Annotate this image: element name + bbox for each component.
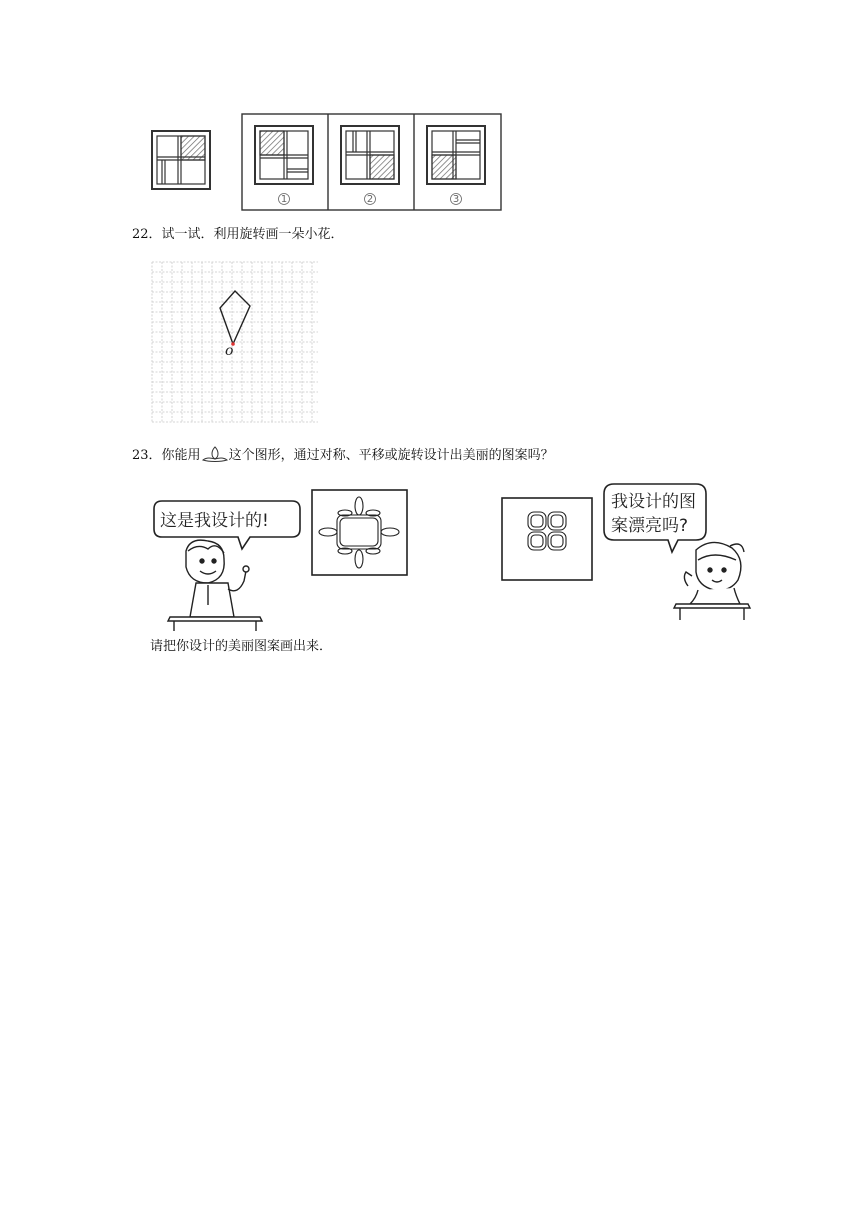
boy-design-panel [312, 490, 407, 575]
boy-cartoon [150, 485, 410, 633]
q23-number: 23． [132, 448, 162, 463]
boy-figure [168, 540, 262, 631]
q22-number: 22． [132, 227, 162, 242]
girl-speech-line1: 我设计的图 [611, 492, 696, 512]
q21-option-2[interactable] [341, 126, 399, 184]
q22-point-label: o [225, 343, 234, 359]
q21-option-3-label: 3 [452, 194, 460, 205]
q22-kite-petal [220, 291, 250, 344]
q22-question [132, 226, 344, 244]
q23-instruction: 请把你设计的美丽图案画出来． [150, 639, 333, 654]
girl-figure [674, 542, 750, 620]
girl-design-panel [502, 498, 592, 580]
petal-shape-icon [201, 445, 229, 463]
q23-text-after: 这个图形，通过对称、平移或旋转设计出美丽的图案吗？ [228, 448, 554, 463]
boy-speech-text: 这是我设计的! [160, 511, 269, 531]
q23-text-before: 你能用 [161, 448, 201, 463]
q21-original-figure [152, 131, 210, 189]
q21-option-3[interactable] [427, 126, 485, 184]
q22-grid [152, 262, 318, 422]
q21-figure [150, 112, 505, 212]
girl-speech-line2: 案漂亮吗? [611, 516, 689, 536]
q22-text: 试一试．利用旋转画一朵小花． [161, 227, 344, 242]
q21-option-1[interactable] [255, 126, 313, 184]
q21-option-2-label: 2 [366, 194, 374, 205]
girl-cartoon [500, 480, 755, 632]
q22-grid-figure [150, 260, 320, 423]
q23-question [132, 445, 554, 465]
q21-option-1-label: 1 [280, 194, 288, 205]
